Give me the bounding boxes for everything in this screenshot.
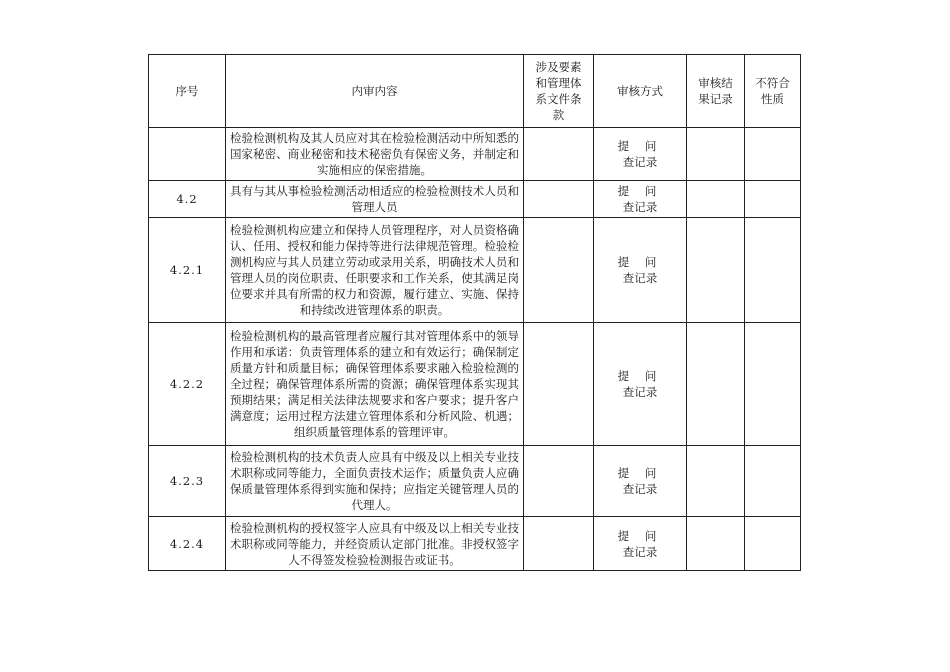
row-method <box>594 323 687 446</box>
method-check-records: 查记录 <box>622 155 658 169</box>
header-nonconformity: 不符合性质 <box>745 55 801 128</box>
row-nonconformity-cell <box>745 323 801 446</box>
row-result-cell <box>687 181 745 218</box>
row-nonconformity-cell <box>745 446 801 517</box>
method-check-records: 查记录 <box>622 271 658 285</box>
row-nonconformity-cell <box>745 128 801 181</box>
row-nonconformity-cell <box>745 218 801 323</box>
row-number: 4.2.3 <box>149 446 226 517</box>
header-method: 审核方式 <box>594 55 687 128</box>
row-content: 检验检测机构应建立和保持人员管理程序，对人员资格确认、任用、授权和能力保持等进行法律规范管理。检验检测机构应与其人员建立劳动或录用关系，明确技术人员和管理人员的岗位职责、任职要求和工作关系，使其满足岗位要求并具有所需的权力和资源，履行建立、实施、保持和持续改进管理体系的职责。 <box>226 218 524 323</box>
method-check-records: 查记录 <box>622 200 658 214</box>
row-content: 检验检测机构的授权签字人应具有中级及以上相关专业技术职称或同等能力，并经资质认定部门批准。非授权签字人不得签发检验检测报告或证书。 <box>226 517 524 571</box>
method-question: 提 问 <box>617 184 663 198</box>
row-method <box>594 218 687 323</box>
row-number <box>149 128 226 181</box>
table-row <box>149 181 801 218</box>
table-row <box>149 218 801 323</box>
method-check-records: 查记录 <box>622 482 658 496</box>
internal-audit-table <box>148 54 801 571</box>
row-elements-cell <box>524 128 594 181</box>
row-number: 4.2.4 <box>149 517 226 571</box>
table-row <box>149 446 801 517</box>
header-result: 审核结果记录 <box>687 55 745 128</box>
table-row <box>149 517 801 571</box>
method-check-records: 查记录 <box>622 544 658 559</box>
row-number: 4.2.2 <box>149 323 226 446</box>
method-question: 提 问 <box>617 139 663 153</box>
table-row <box>149 128 801 181</box>
row-method <box>594 517 687 571</box>
header-content: 内审内容 <box>226 55 524 128</box>
row-elements-cell <box>524 218 594 323</box>
row-nonconformity-cell <box>745 517 801 571</box>
row-content: 具有与其从事检验检测活动相适应的检验检测技术人员和管理人员 <box>226 181 524 218</box>
row-method <box>594 446 687 517</box>
row-result-cell <box>687 218 745 323</box>
row-content: 检验检测机构的最高管理者应履行其对管理体系中的领导作用和承诺：负责管理体系的建立和有效运行；确保制定质量方针和质量目标；确保管理体系要求融入检验检测的全过程；确保管理体系所需的资源；确保管理体系实现其预期结果；满足相关法律法规要求和客户要求；提升客户满意度；运用过程方法建立管理体系和分析风险、机遇；组织质量管理体系的管理评审。 <box>226 323 524 446</box>
row-result-cell <box>687 128 745 181</box>
row-content: 检验检测机构及其人员应对其在检验检测活动中所知悉的国家秘密、商业秘密和技术秘密负有保密义务，并制定和实施相应的保密措施。 <box>226 128 524 181</box>
row-elements-cell <box>524 181 594 218</box>
header-seq: 序号 <box>149 55 226 128</box>
row-method <box>594 181 687 218</box>
row-nonconformity-cell <box>745 181 801 218</box>
method-question: 提 问 <box>617 466 663 480</box>
row-elements-cell <box>524 446 594 517</box>
header-row <box>149 55 801 128</box>
row-method <box>594 128 687 181</box>
row-result-cell <box>687 323 745 446</box>
row-elements-cell <box>524 517 594 571</box>
header-elements: 涉及要素和管理体系文件条款 <box>524 55 594 128</box>
method-question: 提 问 <box>617 255 663 269</box>
row-content: 检验检测机构的技术负责人应具有中级及以上相关专业技术职称或同等能力，全面负责技术运作；质量负责人应确保质量管理体系得到实施和保持；应指定关键管理人员的代理人。 <box>226 446 524 517</box>
row-result-cell <box>687 517 745 571</box>
row-number: 4.2 <box>149 181 226 218</box>
method-question: 提 问 <box>617 528 663 543</box>
row-result-cell <box>687 446 745 517</box>
method-check-records: 查记录 <box>622 385 658 399</box>
row-elements-cell <box>524 323 594 446</box>
method-question: 提 问 <box>617 369 663 383</box>
table-row <box>149 323 801 446</box>
row-number: 4.2.1 <box>149 218 226 323</box>
